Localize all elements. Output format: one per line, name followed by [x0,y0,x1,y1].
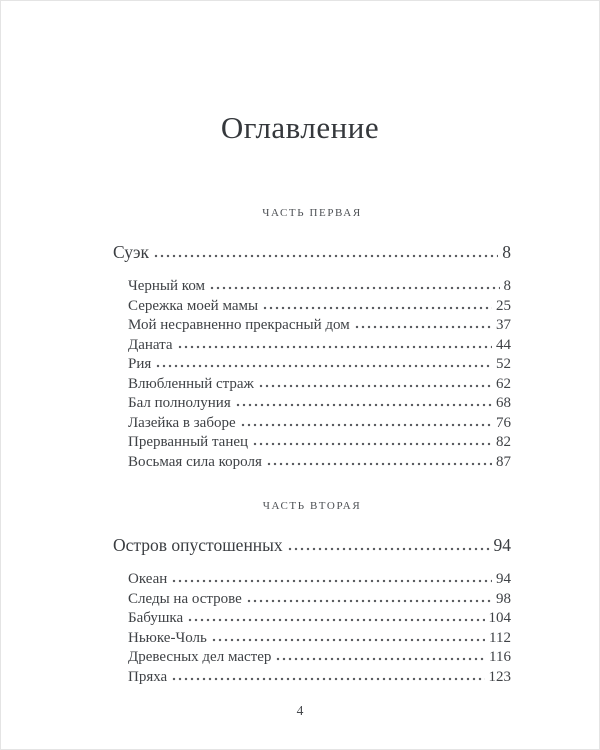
dot-leader [240,423,492,427]
entry-page-number: 8 [503,278,511,294]
dot-leader [258,384,492,388]
toc-sections [113,207,511,687]
toc-section [113,207,511,472]
entry-title: Влюбленный страж [128,375,254,392]
part-label: ЧАСТЬ ПЕРВАЯ [262,207,362,219]
dot-leader [246,599,492,603]
dot-leader [287,547,490,551]
dot-leader [171,579,492,583]
toc-entry-line [128,609,511,629]
toc-entry-line [128,433,511,453]
entry-title: Восьмая сила короля [128,453,262,470]
toc-section [113,500,511,687]
table-of-contents [113,207,511,687]
dot-leader [235,403,492,407]
toc-entry-line [128,648,511,668]
toc-entry-line [128,394,511,414]
dot-leader [155,364,492,368]
entry-title: Океан [128,571,168,587]
entry-page-number: 52 [496,356,511,372]
toc-entry-line [128,297,511,317]
chapter-page-number: 8 [502,242,511,262]
dot-leader [153,254,498,258]
entry-title: Рия [128,356,152,372]
entry-page-number: 68 [496,395,511,411]
footer-page-number: 4 [296,703,304,718]
toc-entry-line [128,414,511,434]
entry-page-number: 87 [496,453,511,470]
toc-entry-line [128,453,511,473]
entry-title: Мой несравненно прекрасный дом [128,317,350,333]
entry-page-number: 116 [489,649,511,665]
toc-entry-line [128,355,511,375]
entry-title: Прерванный танец [128,434,249,450]
toc-entry-line [128,570,511,590]
entry-page-number: 62 [496,375,511,392]
entry-title: Древесных дел мастер [128,649,272,665]
dot-leader [211,638,485,642]
toc-entry-line [128,336,511,356]
entry-page-number: 94 [496,571,511,587]
toc-entry-line [128,668,511,688]
entry-title: Следы на острове [128,590,242,607]
entry-title: Ньюке-Чоль [128,629,207,646]
toc-chapter-line [113,534,511,556]
entry-page-number: 37 [496,317,511,333]
toc-entries [113,277,511,472]
dot-leader [275,657,485,661]
toc-entry-line [128,316,511,336]
toc-entry-line [128,277,511,297]
entry-title: Бал полнолуния [128,395,231,411]
dot-leader [252,442,492,446]
toc-entry-line [128,375,511,395]
dot-leader [187,618,484,622]
entry-page-number: 112 [489,629,511,646]
entry-title: Даната [128,336,173,353]
dot-leader [209,286,499,290]
part-label: ЧАСТЬ ВТОРАЯ [262,500,362,512]
entry-page-number: 82 [496,434,511,450]
toc-entry-line [128,590,511,610]
entry-title: Пряха [128,668,168,685]
entry-page-number: 98 [496,590,511,607]
entry-page-number: 104 [488,610,511,626]
dot-leader [266,462,492,466]
dot-leader [171,677,484,681]
entry-title: Сережка моей мамы [128,297,259,314]
toc-entries [113,570,511,687]
dot-leader [262,306,492,310]
toc-chapter-line [113,241,511,263]
entry-page-number: 76 [496,414,511,431]
chapter-title: Остров опустошенных [113,535,283,555]
chapter-page-number: 94 [493,535,511,555]
page-title: Оглавление [220,110,380,145]
chapter-title: Суэк [113,242,149,262]
entry-title: Бабушка [128,610,184,626]
entry-title: Лазейка в заборе [128,414,236,431]
entry-title: Черный ком [128,278,206,294]
entry-page-number: 25 [496,297,511,314]
dot-leader [177,345,492,349]
toc-entry-line [128,629,511,649]
dot-leader [354,325,492,329]
entry-page-number: 123 [488,668,511,685]
entry-page-number: 44 [496,336,511,353]
